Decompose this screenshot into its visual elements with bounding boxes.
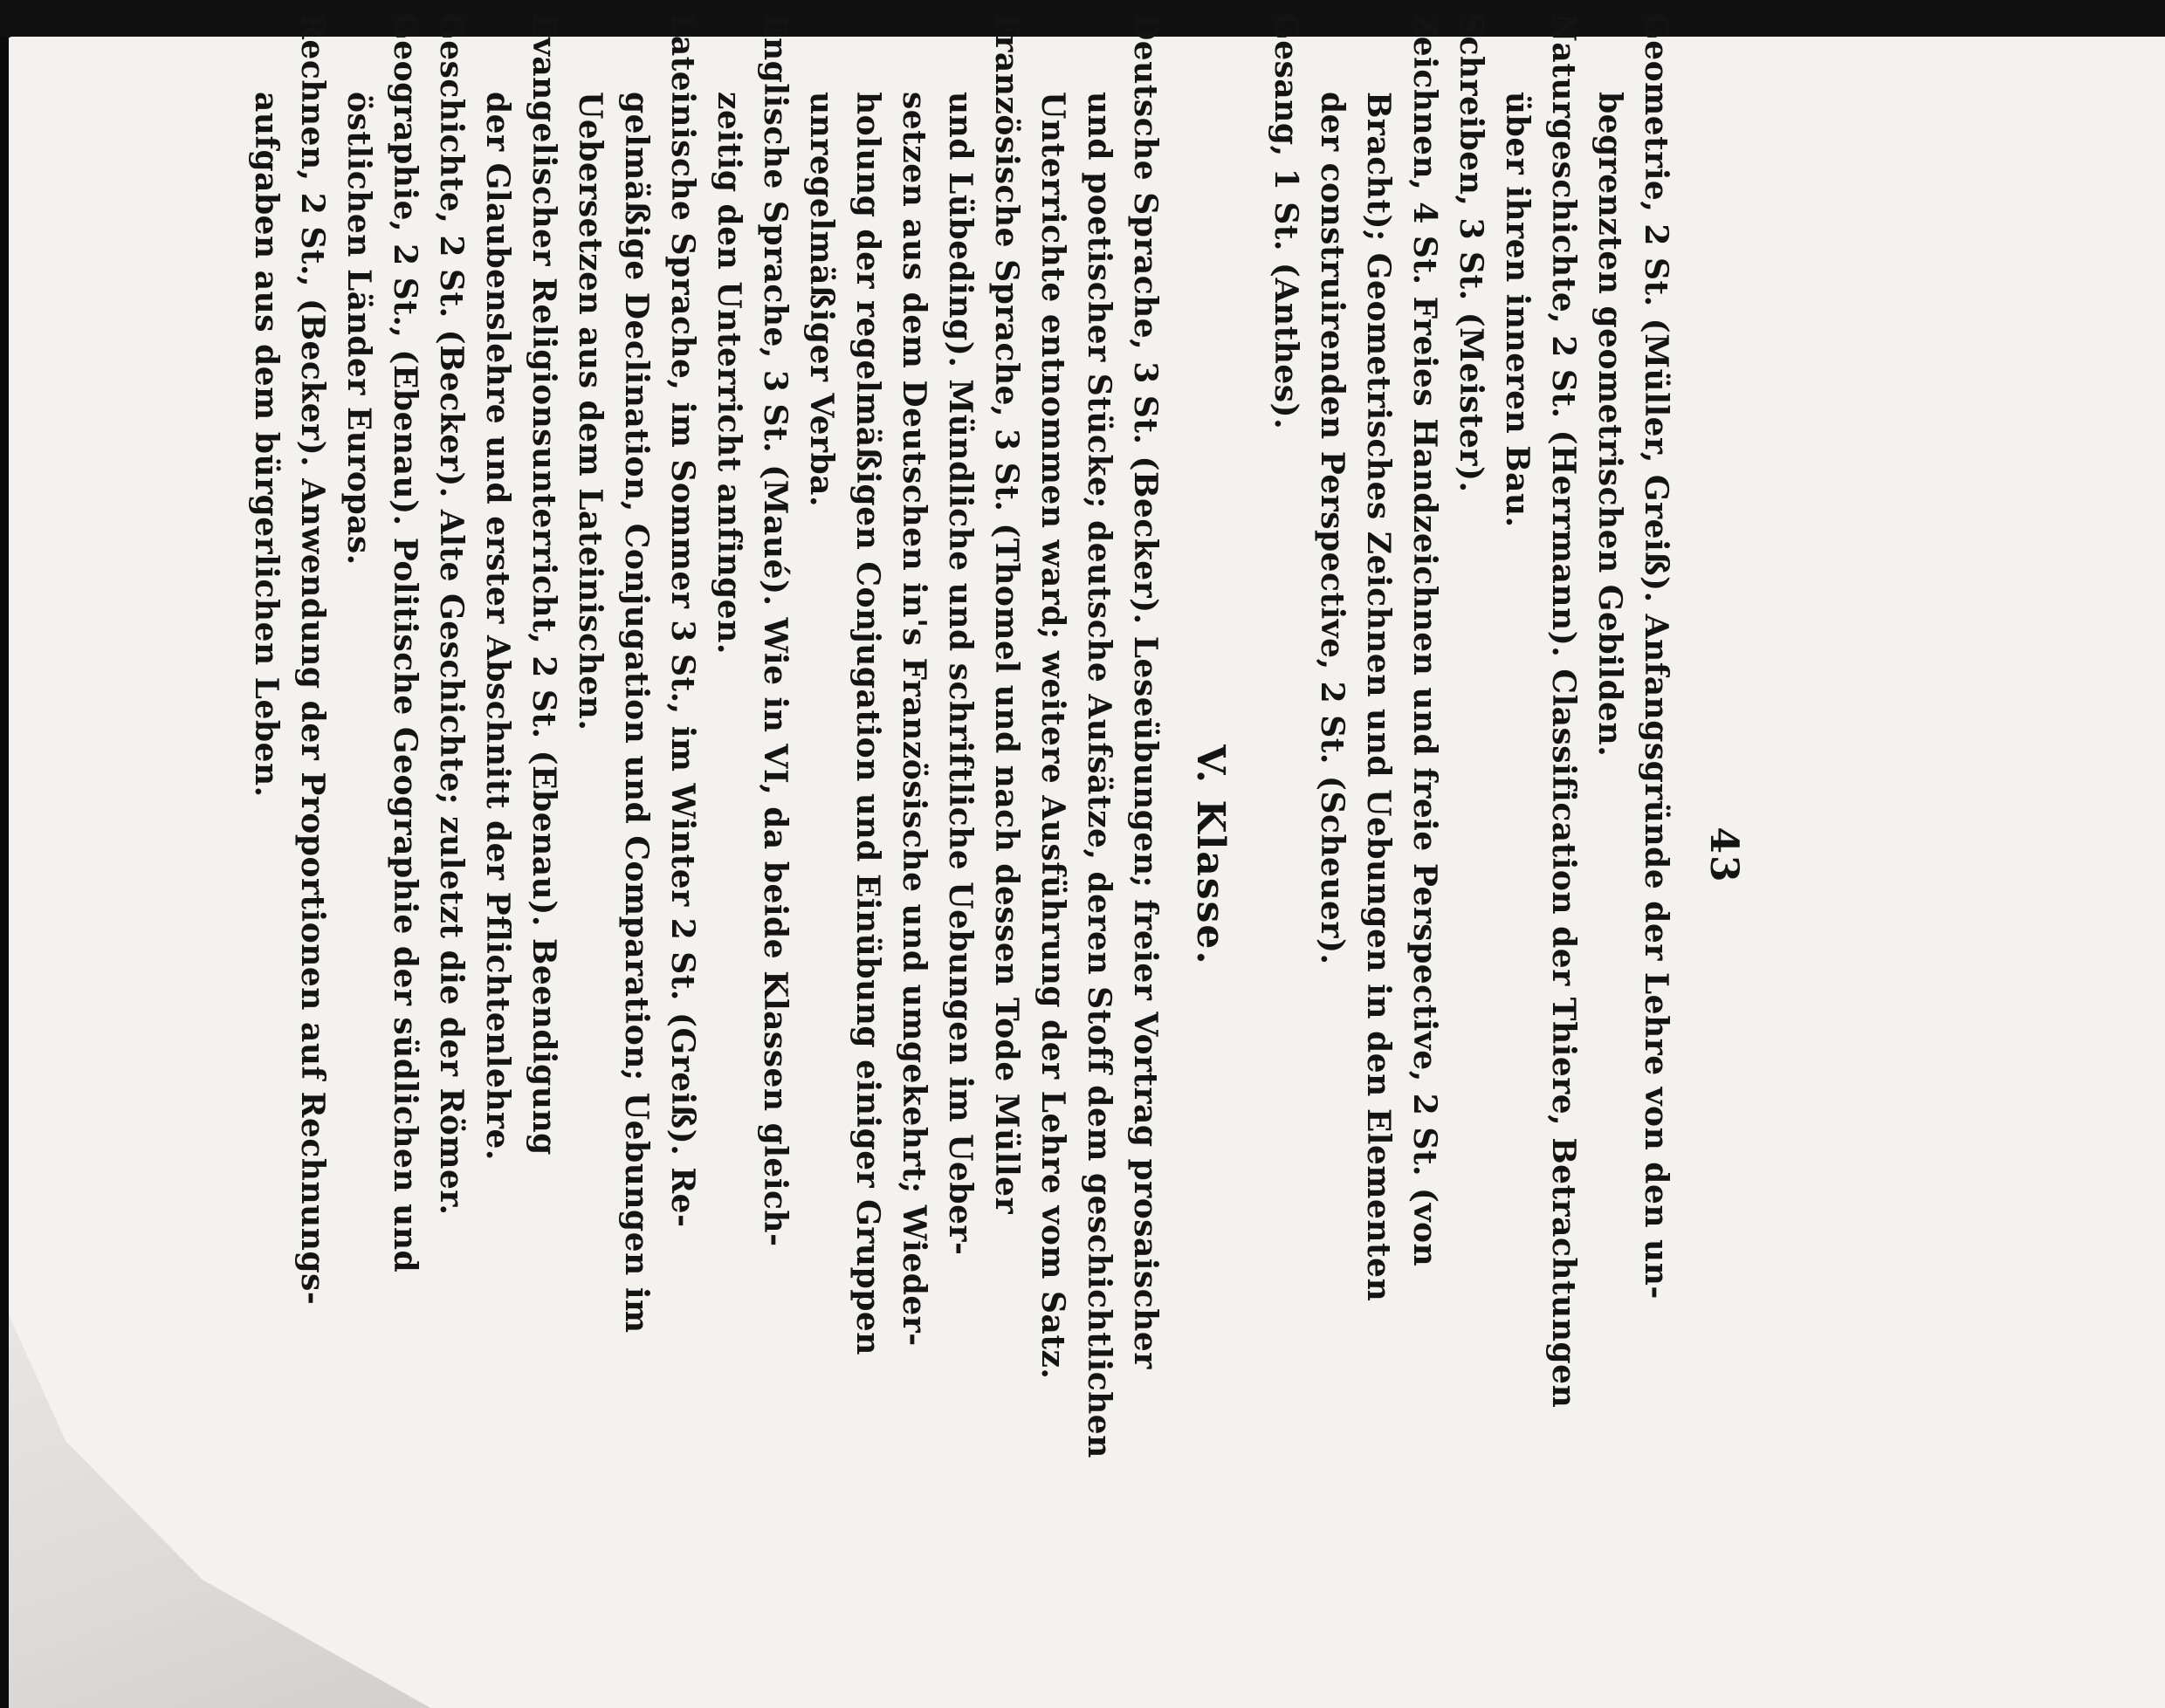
text-line: Englische Sprache, 3 St. (Maué). Wie in VI, da beide Klassen gleich- bbox=[757, 13, 794, 1247]
text-line: zeitig den Unterricht anfingen. bbox=[711, 92, 747, 655]
text-line: Zeichnen, 4 St. Freies Handzeichnen und freie Perspective, 2 St. (von bbox=[1406, 13, 1443, 1267]
text-line: Geometrie, 2 St. (Müller, Greiß). Anfangsgründe der Lehre von den un- bbox=[1638, 13, 1674, 1300]
text-line: Geschichte, 2 St. (Becker). Alte Geschichte; zuletzt die der Römer. bbox=[433, 13, 470, 1216]
text-line: holung der regelmäßigen Conjugation und Einübung einiger Gruppen bbox=[849, 92, 886, 1355]
text-line: der Glaubenslehre und erster Abschnitt der Pflichtenlehre. bbox=[479, 92, 516, 1161]
text-line: begrenzten geometrischen Gebilden. bbox=[1591, 92, 1628, 758]
text-line: unregelmäßiger Verba. bbox=[803, 92, 840, 508]
text-line: Evangelischer Religionsunterricht, 2 St. (Ebenau). Beendigung bbox=[526, 13, 562, 1156]
section-heading: V. Klasse. bbox=[1188, 744, 1233, 966]
text-line: der construirenden Perspective, 2 St. (Scheuer). bbox=[1314, 92, 1351, 965]
text-line: aufgaben aus dem bürgerlichen Leben. bbox=[248, 92, 285, 798]
text-line: und Lübeding). Mündliche und schriftliche Uebungen im Ueber- bbox=[942, 92, 979, 1256]
text-line: Unterrichte entnommen ward; weitere Ausführung der Lehre vom Satz. bbox=[1034, 92, 1071, 1380]
book-gutter-edge bbox=[0, 37, 9, 1708]
text-line: Französische Sprache, 3 St. (Thomel und nach dessen Tode Müller bbox=[988, 13, 1025, 1215]
text-line: Geographie, 2 St., (Ebenau). Politische Geographie der südlichen und bbox=[387, 13, 423, 1273]
text-line: östlichen Länder Europas. bbox=[340, 92, 377, 566]
text-line: Bracht); Geometrisches Zeichnen und Uebungen in den Elementen bbox=[1360, 92, 1397, 1302]
text-line: Gesang, 1 St. (Anthes). bbox=[1268, 13, 1304, 430]
page-number: 43 bbox=[1701, 827, 1746, 884]
text-line: Lateinische Sprache, im Sommer 3 St., im Winter 2 St. (Greiß). Re- bbox=[664, 13, 701, 1228]
text-line: Naturgeschichte, 2 St. (Herrmann). Classification der Thiere, Betrachtungen bbox=[1545, 13, 1582, 1409]
text-line: über ihren inneren Bau. bbox=[1499, 92, 1536, 528]
text-line: Deutsche Sprache, 3 St. (Becker). Leseübungen; freier Vortrag prosaischer bbox=[1127, 13, 1164, 1369]
text-line: Rechnen, 2 St., (Becker). Anwendung der Proportionen auf Rechnungs- bbox=[294, 13, 331, 1306]
text-line: Schreiben, 3 St. (Meister). bbox=[1453, 13, 1489, 493]
text-line: setzen aus dem Deutschen in's Französische und umgekehrt; Wieder- bbox=[896, 92, 932, 1347]
page-text-block bbox=[248, 13, 1746, 1698]
text-line: gelmäßige Declination, Conjugation und Comparation; Uebungen im bbox=[618, 92, 655, 1334]
text-line: Uebersetzen aus dem Lateinischen. bbox=[572, 92, 608, 731]
text-line: und poetischer Stücke; deutsche Aufsätze, deren Stoff dem geschichtlichen bbox=[1081, 92, 1117, 1458]
